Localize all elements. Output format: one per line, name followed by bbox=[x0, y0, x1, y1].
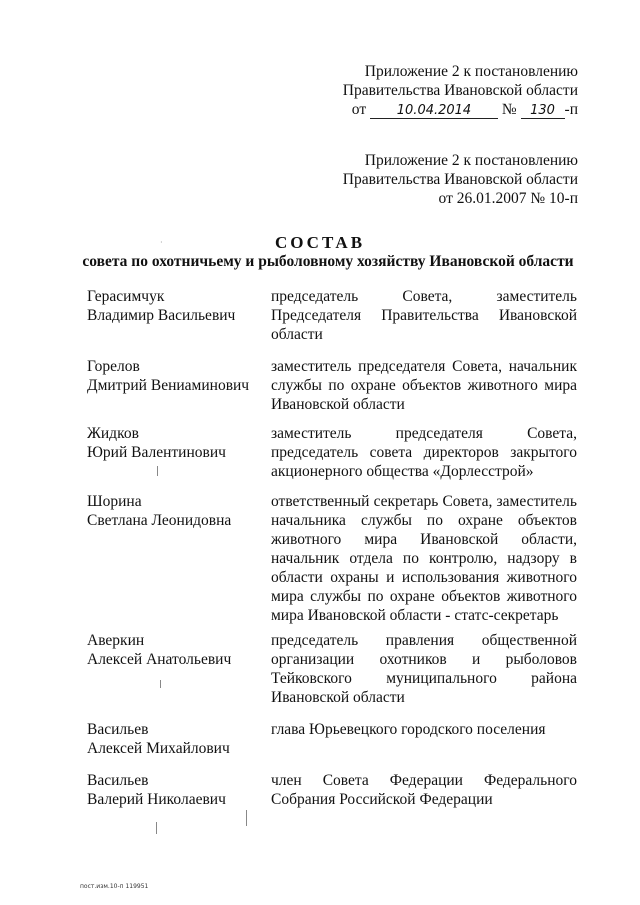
member-surname: Васильев bbox=[87, 721, 149, 738]
appendix-header-date-line bbox=[352, 100, 578, 119]
member-name bbox=[87, 492, 262, 530]
member-surname: Герасимчук bbox=[87, 288, 165, 305]
member-name bbox=[87, 287, 262, 325]
member-given-name: Алексей Михайлович bbox=[87, 740, 230, 757]
member-surname: Васильев bbox=[87, 772, 149, 789]
member-role: ответственный секретарь Совета, заместитель начальника службы по охране объектов животного мира Ивановской области, начальник отдела по контролю, надзору в области охраны и использования животного мира службы по охране объектов животного мира Ивановской области - статс-секретарь bbox=[271, 493, 577, 624]
member-role: глава Юрьевецкого городского поселения bbox=[271, 721, 546, 738]
member-name bbox=[87, 720, 262, 758]
document-footer-code: пост.изм.10-п 119951 bbox=[80, 883, 149, 890]
member-surname: Шорина bbox=[87, 493, 142, 510]
scan-mark bbox=[157, 466, 158, 476]
resolution-date: 10.04.2014 bbox=[370, 103, 498, 119]
scan-dot: · bbox=[160, 238, 163, 247]
original-header-line1: Приложение 2 к постановлению bbox=[364, 152, 578, 169]
scan-mark bbox=[156, 822, 157, 834]
from-label: от bbox=[351, 101, 367, 118]
member-role: председатель правления общественной организации охотников и рыболовов Тейковского муниципального района Ивановской области bbox=[271, 632, 577, 706]
member-given-name: Юрий Валентинович bbox=[87, 444, 226, 461]
member-given-name: Алексей Анатольевич bbox=[87, 651, 232, 668]
document-title: СОСТАВ bbox=[274, 233, 366, 252]
member-name bbox=[87, 771, 262, 809]
member-name bbox=[87, 631, 262, 669]
member-given-name: Светлана Леонидовна bbox=[87, 512, 232, 529]
member-name bbox=[87, 424, 262, 462]
resolution-number: 130 bbox=[521, 103, 565, 119]
member-role: заместитель председателя Совета, начальник службы по охране объектов животного мира Ивановской области bbox=[271, 358, 577, 413]
member-surname: Горелов bbox=[87, 358, 140, 375]
appendix-header-line2: Правительства Ивановской области bbox=[342, 82, 578, 99]
original-header-line3: от 26.01.2007 № 10-п bbox=[438, 190, 578, 207]
member-given-name: Валерий Николаевич bbox=[87, 791, 226, 808]
member-name bbox=[87, 357, 262, 395]
number-suffix: -п bbox=[564, 101, 578, 118]
member-given-name: Владимир Васильевич bbox=[87, 307, 236, 324]
member-role: председатель Совета, заместитель Председателя Правительства Ивановской области bbox=[271, 288, 577, 343]
number-label: № bbox=[501, 101, 517, 118]
scan-mark bbox=[246, 810, 247, 826]
scan-mark bbox=[160, 680, 161, 688]
member-role: заместитель председателя Совета, председатель совета директоров закрытого акционерного общества «Дорлесстрой» bbox=[271, 425, 577, 480]
appendix-header-line1: Приложение 2 к постановлению bbox=[364, 63, 578, 80]
document-subtitle: совета по охотничьему и рыболовному хозяйству Ивановской области bbox=[82, 253, 574, 270]
member-given-name: Дмитрий Вениаминович bbox=[87, 377, 250, 394]
member-surname: Аверкин bbox=[87, 632, 145, 649]
original-header-line2: Правительства Ивановской области bbox=[342, 171, 578, 188]
member-role: член Совета Федерации Федерального Собрания Российской Федерации bbox=[271, 772, 577, 808]
member-surname: Жидков bbox=[87, 425, 139, 442]
